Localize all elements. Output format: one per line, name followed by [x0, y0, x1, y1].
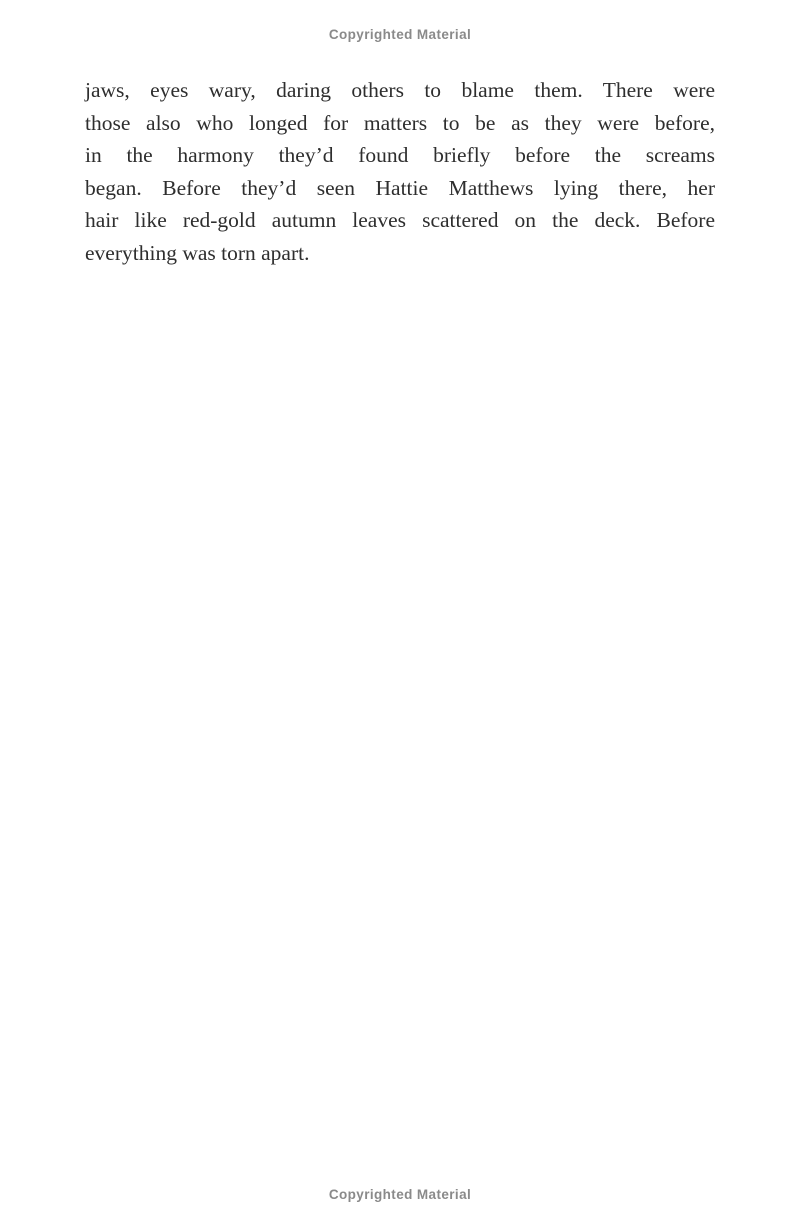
body-paragraph	[85, 74, 715, 270]
paragraph-line: jaws, eyes wary, daring others to blame them. There were	[85, 78, 715, 102]
paragraph-line: those also who longed for matters to be as they were before,	[85, 110, 715, 135]
copyright-notice-bottom: Copyrighted Material	[328, 1187, 472, 1202]
copyright-notice-top: Copyrighted Material	[328, 27, 472, 42]
paragraph-line-last: everything was torn apart.	[85, 240, 310, 265]
paragraph-line: hair like red-gold autumn leaves scattered on the deck. Before	[85, 208, 715, 233]
paragraph-line: began. Before they’d seen Hattie Matthews lying there, her	[85, 175, 715, 200]
paragraph-line: in the harmony they’d found briefly before the screams	[85, 143, 715, 168]
